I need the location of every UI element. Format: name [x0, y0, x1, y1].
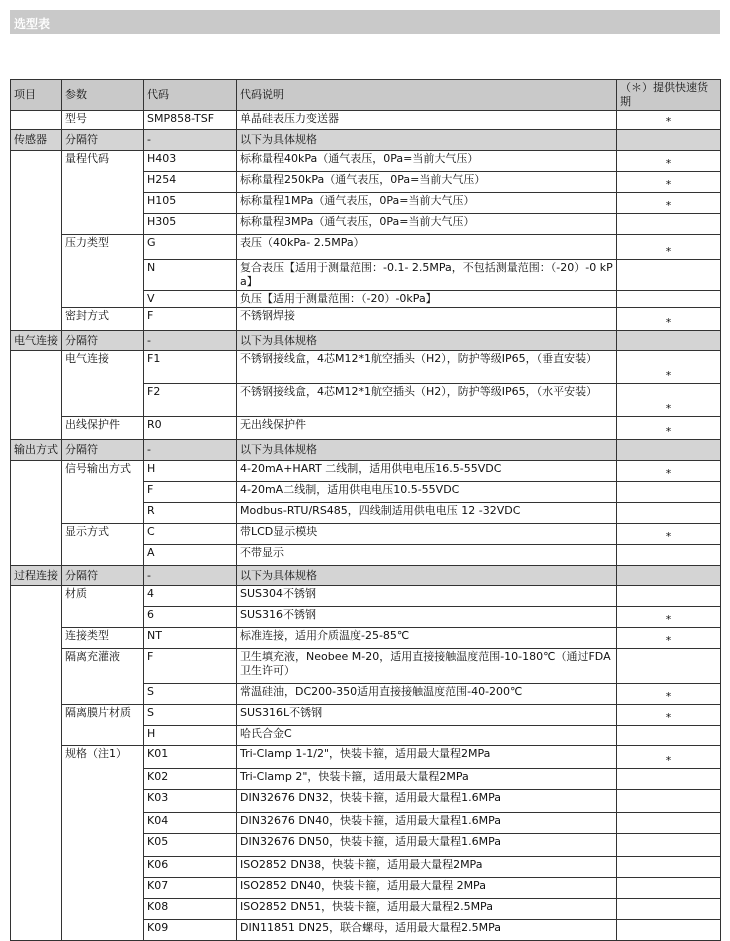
cell-param: 压力类型	[62, 235, 144, 260]
table-row	[11, 503, 721, 524]
cell-code: -	[144, 440, 237, 461]
table-row	[11, 684, 721, 705]
cell-param: 材质	[62, 586, 144, 607]
cell-fast-delivery: *	[617, 235, 721, 260]
table-row	[11, 920, 721, 941]
cell-description: 无出线保护件	[237, 417, 617, 440]
cell-description: SUS304不锈钢	[237, 586, 617, 607]
separator-row	[11, 331, 721, 351]
cell-fast-delivery	[617, 769, 721, 790]
table-row	[11, 769, 721, 790]
cell-description: Tri-Clamp 1-1/2"，快装卡箍，适用最大量程2MPa	[237, 746, 617, 769]
cell-fast-delivery	[617, 834, 721, 857]
cell-description: 4-20mA二线制，适用供电电压10.5-55VDC	[237, 482, 617, 503]
cell-item	[11, 705, 62, 726]
cell-fast-delivery	[617, 790, 721, 813]
cell-code: F	[144, 308, 237, 331]
table-row	[11, 628, 721, 649]
cell-fast-delivery	[617, 813, 721, 834]
cell-description: 带LCD显示模块	[237, 524, 617, 545]
cell-fast-delivery	[617, 260, 721, 291]
section-title: 选型表	[14, 17, 51, 31]
cell-fast-delivery	[617, 586, 721, 607]
cell-param: 分隔符	[62, 331, 144, 351]
cell-param	[62, 384, 144, 417]
cell-code: K01	[144, 746, 237, 769]
cell-fast-delivery	[617, 130, 721, 151]
cell-item	[11, 878, 62, 899]
cell-code: K05	[144, 834, 237, 857]
cell-param: 信号输出方式	[62, 461, 144, 482]
cell-param: 显示方式	[62, 524, 144, 545]
cell-code: F	[144, 482, 237, 503]
cell-item	[11, 214, 62, 235]
cell-code: SMP858-TSF	[144, 111, 237, 130]
cell-description: 单晶硅表压力变送器	[237, 111, 617, 130]
cell-code: S	[144, 705, 237, 726]
cell-item	[11, 193, 62, 214]
cell-code: H403	[144, 151, 237, 172]
cell-fast-delivery	[617, 331, 721, 351]
cell-item	[11, 291, 62, 308]
cell-code: R	[144, 503, 237, 524]
cell-code: K07	[144, 878, 237, 899]
cell-item	[11, 586, 62, 607]
cell-description: 不锈钢焊接	[237, 308, 617, 331]
column-header-item: 项目	[11, 80, 62, 111]
table-row	[11, 482, 721, 503]
cell-param	[62, 503, 144, 524]
cell-fast-delivery	[617, 566, 721, 586]
cell-param	[62, 214, 144, 235]
cell-code: H305	[144, 214, 237, 235]
cell-description: 以下为具体规格	[237, 130, 617, 151]
cell-param	[62, 482, 144, 503]
cell-code: C	[144, 524, 237, 545]
cell-code: 4	[144, 586, 237, 607]
cell-item	[11, 260, 62, 291]
cell-description: ISO2852 DN38，快装卡箍，适用最大量程2MPa	[237, 857, 617, 878]
cell-item	[11, 607, 62, 628]
cell-fast-delivery	[617, 726, 721, 746]
cell-param: 出线保护件	[62, 417, 144, 440]
cell-param	[62, 545, 144, 566]
cell-param	[62, 607, 144, 628]
cell-description: 以下为具体规格	[237, 331, 617, 351]
table-row	[11, 193, 721, 214]
table-row	[11, 524, 721, 545]
cell-fast-delivery: *	[617, 111, 721, 130]
cell-fast-delivery	[617, 857, 721, 878]
cell-description: 不带显示	[237, 545, 617, 566]
cell-param: 分隔符	[62, 440, 144, 461]
cell-description: Modbus-RTU/RS485，四线制适用供电电压 12 -32VDC	[237, 503, 617, 524]
cell-code: H	[144, 726, 237, 746]
cell-code: S	[144, 684, 237, 705]
column-header-fast-delivery: （＊）提供快速货期	[617, 80, 721, 111]
cell-param: 隔离充灌液	[62, 649, 144, 684]
cell-fast-delivery: *	[617, 684, 721, 705]
cell-code: K08	[144, 899, 237, 920]
cell-item	[11, 235, 62, 260]
cell-item	[11, 524, 62, 545]
table-row	[11, 260, 721, 291]
cell-fast-delivery	[617, 878, 721, 899]
cell-param	[62, 769, 144, 790]
cell-param: 规格（注1）	[62, 746, 144, 769]
cell-description: 标称量程3MPa（通气表压，0Pa=当前大气压）	[237, 214, 617, 235]
cell-item	[11, 790, 62, 813]
cell-fast-delivery: *	[617, 705, 721, 726]
table-row	[11, 705, 721, 726]
cell-param	[62, 834, 144, 857]
cell-fast-delivery	[617, 920, 721, 941]
section-header-bar	[10, 10, 720, 34]
cell-description: ISO2852 DN51，快装卡箍，适用最大量程2.5MPa	[237, 899, 617, 920]
cell-fast-delivery: *	[617, 384, 721, 417]
cell-code: K02	[144, 769, 237, 790]
cell-param	[62, 790, 144, 813]
table-row	[11, 586, 721, 607]
cell-param: 分隔符	[62, 566, 144, 586]
table-row	[11, 384, 721, 417]
table-row	[11, 899, 721, 920]
cell-code: N	[144, 260, 237, 291]
cell-fast-delivery: *	[617, 417, 721, 440]
cell-description: 常温硅油，DC200-350适用直接接触温度范围-40-200℃	[237, 684, 617, 705]
cell-description: DIN32676 DN32，快装卡箍，适用最大量程1.6MPa	[237, 790, 617, 813]
cell-item	[11, 920, 62, 941]
cell-description: DIN11851 DN25，联合螺母，适用最大量程2.5MPa	[237, 920, 617, 941]
cell-fast-delivery: *	[617, 524, 721, 545]
table-row	[11, 461, 721, 482]
cell-item	[11, 545, 62, 566]
cell-item	[11, 503, 62, 524]
cell-code: V	[144, 291, 237, 308]
cell-item	[11, 813, 62, 834]
cell-item	[11, 899, 62, 920]
table-body	[11, 111, 721, 941]
separator-row	[11, 130, 721, 151]
cell-param	[62, 260, 144, 291]
cell-fast-delivery: *	[617, 193, 721, 214]
cell-description: 4-20mA+HART 二线制，适用供电电压16.5-55VDC	[237, 461, 617, 482]
cell-description: 卫生填充液，Neobee M-20，适用直接接触温度范围-10-180℃（通过FDA卫生许可）	[237, 649, 617, 684]
table-header-row	[11, 80, 721, 111]
table-row	[11, 291, 721, 308]
cell-description: 复合表压【适用于测量范围：-0.1- 2.5MPa，不包括测量范围：（-20）-0 kPa】	[237, 260, 617, 291]
cell-description: 标称量程250kPa（通气表压，0Pa=当前大气压）	[237, 172, 617, 193]
cell-code: NT	[144, 628, 237, 649]
cell-description: ISO2852 DN40，快装卡箍，适用最大量程 2MPa	[237, 878, 617, 899]
cell-code: K06	[144, 857, 237, 878]
cell-fast-delivery	[617, 440, 721, 461]
cell-code: H254	[144, 172, 237, 193]
cell-description: 以下为具体规格	[237, 566, 617, 586]
cell-description: 标称量程40kPa（通气表压，0Pa=当前大气压）	[237, 151, 617, 172]
cell-code: R0	[144, 417, 237, 440]
cell-item: 过程连接	[11, 566, 62, 586]
cell-fast-delivery	[617, 214, 721, 235]
cell-param	[62, 172, 144, 193]
cell-item	[11, 417, 62, 440]
cell-item: 电气连接	[11, 331, 62, 351]
cell-param: 密封方式	[62, 308, 144, 331]
cell-fast-delivery	[617, 291, 721, 308]
cell-description: DIN32676 DN40，快装卡箍，适用最大量程1.6MPa	[237, 813, 617, 834]
cell-fast-delivery	[617, 482, 721, 503]
cell-item	[11, 151, 62, 172]
cell-code: K03	[144, 790, 237, 813]
cell-fast-delivery: *	[617, 151, 721, 172]
cell-fast-delivery: *	[617, 308, 721, 331]
cell-fast-delivery: *	[617, 628, 721, 649]
table-row	[11, 857, 721, 878]
cell-item	[11, 384, 62, 417]
selection-table	[10, 79, 721, 941]
cell-description: 标称量程1MPa（通气表压，0Pa=当前大气压）	[237, 193, 617, 214]
cell-description: 不锈钢接线盒，4芯M12*1航空插头（H2），防护等级IP65，（垂直安装）	[237, 351, 617, 384]
column-header-code: 代码	[144, 80, 237, 111]
table-row	[11, 417, 721, 440]
cell-param	[62, 878, 144, 899]
cell-code: H	[144, 461, 237, 482]
table-row	[11, 813, 721, 834]
table-row	[11, 235, 721, 260]
cell-item	[11, 461, 62, 482]
cell-item	[11, 482, 62, 503]
cell-description: 表压（40kPa- 2.5MPa）	[237, 235, 617, 260]
table-row	[11, 746, 721, 769]
table-row	[11, 151, 721, 172]
cell-code: A	[144, 545, 237, 566]
table-row	[11, 111, 721, 130]
cell-item	[11, 746, 62, 769]
cell-fast-delivery	[617, 545, 721, 566]
cell-item	[11, 857, 62, 878]
cell-fast-delivery	[617, 649, 721, 684]
cell-description: SUS316不锈钢	[237, 607, 617, 628]
cell-description: 哈氏合金C	[237, 726, 617, 746]
cell-description: 标准连接，适用介质温度-25-85℃	[237, 628, 617, 649]
cell-fast-delivery: *	[617, 746, 721, 769]
table-row	[11, 172, 721, 193]
cell-code: K09	[144, 920, 237, 941]
cell-item	[11, 769, 62, 790]
cell-param: 连接类型	[62, 628, 144, 649]
cell-fast-delivery: *	[617, 607, 721, 628]
cell-item: 传感器	[11, 130, 62, 151]
cell-description: 不锈钢接线盒，4芯M12*1航空插头（H2），防护等级IP65，（水平安装）	[237, 384, 617, 417]
table-row	[11, 649, 721, 684]
cell-fast-delivery	[617, 899, 721, 920]
table-row	[11, 834, 721, 857]
table-row	[11, 878, 721, 899]
cell-param	[62, 726, 144, 746]
cell-code: F	[144, 649, 237, 684]
cell-description: 以下为具体规格	[237, 440, 617, 461]
cell-code: K04	[144, 813, 237, 834]
table-row	[11, 545, 721, 566]
cell-param: 隔离膜片材质	[62, 705, 144, 726]
separator-row	[11, 440, 721, 461]
table-row	[11, 790, 721, 813]
cell-param	[62, 857, 144, 878]
cell-item	[11, 351, 62, 384]
cell-fast-delivery: *	[617, 172, 721, 193]
cell-code: F1	[144, 351, 237, 384]
table-row	[11, 607, 721, 628]
cell-code: H105	[144, 193, 237, 214]
cell-description: 负压【适用于测量范围：（-20）-0kPa】	[237, 291, 617, 308]
cell-code: 6	[144, 607, 237, 628]
cell-param	[62, 899, 144, 920]
cell-item	[11, 726, 62, 746]
cell-item	[11, 308, 62, 331]
cell-item	[11, 628, 62, 649]
table-row	[11, 726, 721, 746]
cell-item	[11, 834, 62, 857]
cell-param: 量程代码	[62, 151, 144, 172]
cell-fast-delivery: *	[617, 461, 721, 482]
cell-code: -	[144, 130, 237, 151]
cell-description: DIN32676 DN50，快装卡箍，适用最大量程1.6MPa	[237, 834, 617, 857]
cell-fast-delivery	[617, 503, 721, 524]
cell-item	[11, 649, 62, 684]
cell-item	[11, 684, 62, 705]
cell-param: 分隔符	[62, 130, 144, 151]
cell-item	[11, 172, 62, 193]
cell-param: 电气连接	[62, 351, 144, 384]
cell-param	[62, 684, 144, 705]
cell-param: 型号	[62, 111, 144, 130]
cell-description: SUS316L不锈钢	[237, 705, 617, 726]
cell-item	[11, 111, 62, 130]
cell-code: F2	[144, 384, 237, 417]
separator-row	[11, 566, 721, 586]
cell-fast-delivery: *	[617, 351, 721, 384]
cell-param	[62, 813, 144, 834]
table-row	[11, 351, 721, 384]
cell-param	[62, 291, 144, 308]
table-row	[11, 308, 721, 331]
cell-code: -	[144, 566, 237, 586]
cell-param	[62, 193, 144, 214]
cell-code: G	[144, 235, 237, 260]
table-row	[11, 214, 721, 235]
cell-description: Tri-Clamp 2"，快装卡箍，适用最大量程2MPa	[237, 769, 617, 790]
cell-code: -	[144, 331, 237, 351]
column-header-description: 代码说明	[237, 80, 617, 111]
column-header-param: 参数	[62, 80, 144, 111]
cell-item: 输出方式	[11, 440, 62, 461]
cell-param	[62, 920, 144, 941]
